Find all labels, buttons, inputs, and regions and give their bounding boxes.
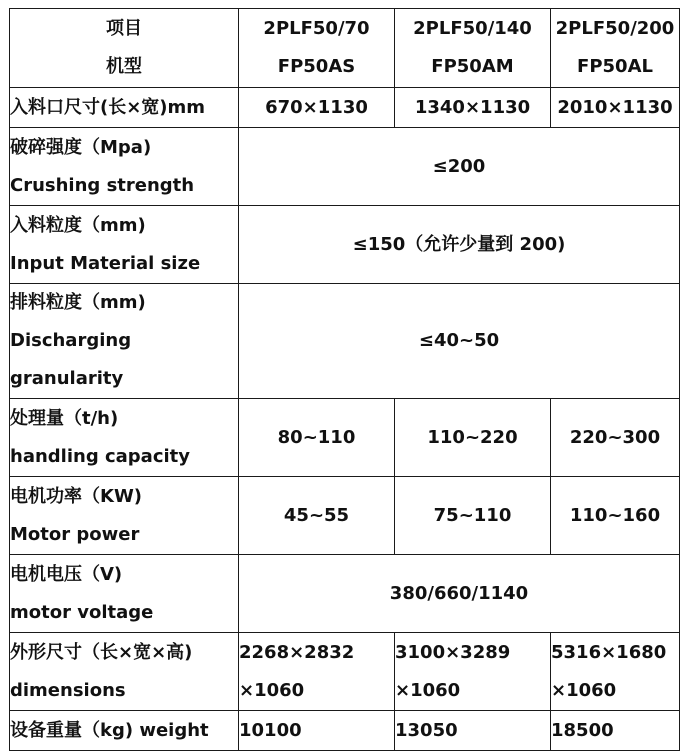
weight-label: 设备重量（kg) weight	[10, 711, 239, 751]
feed-opening-value-1: 670×1130	[239, 88, 395, 128]
weight-value-2: 13050	[395, 711, 551, 751]
motor-power-value-2: 75~110	[395, 477, 551, 555]
motor-voltage-row	[10, 555, 680, 633]
capacity-value-1: 80~110	[239, 399, 395, 477]
capacity-value-3: 220~300	[551, 399, 680, 477]
feed-opening-label: 入料口尺寸(长×宽)mm	[10, 88, 239, 128]
input-size-label: 入料粒度（mm) Input Material size	[10, 206, 239, 284]
crushing-strength-value: ≤200	[239, 128, 680, 206]
header-model-2: 2PLF50/140 FP50AM	[395, 9, 551, 88]
dimensions-label: 外形尺寸（长×宽×高) dimensions	[10, 633, 239, 711]
feed-opening-value-3: 2010×1130	[551, 88, 680, 128]
capacity-label: 处理量（t/h) handling capacity	[10, 399, 239, 477]
dimensions-row	[10, 633, 680, 711]
motor-power-row	[10, 477, 680, 555]
header-label-model: 机型	[106, 56, 142, 77]
motor-voltage-value: 380/660/1140	[239, 555, 680, 633]
capacity-value-2: 110~220	[395, 399, 551, 477]
motor-voltage-label: 电机电压（V) motor voltage	[10, 555, 239, 633]
weight-value-1: 10100	[239, 711, 395, 751]
dimensions-value-2: 3100×3289 ×1060	[395, 633, 551, 711]
header-row	[10, 9, 680, 88]
dimensions-value-1: 2268×2832 ×1060	[239, 633, 395, 711]
feed-opening-row	[10, 88, 680, 128]
motor-power-value-1: 45~55	[239, 477, 395, 555]
header-label-cell	[10, 9, 239, 88]
motor-power-label: 电机功率（KW) Motor power	[10, 477, 239, 555]
motor-power-value-3: 110~160	[551, 477, 680, 555]
discharge-row	[10, 284, 680, 399]
header-model-1: 2PLF50/70 FP50AS	[239, 9, 395, 88]
input-size-row	[10, 206, 680, 284]
discharge-value: ≤40~50	[239, 284, 680, 399]
header-model-3: 2PLF50/200 FP50AL	[551, 9, 680, 88]
input-size-value: ≤150（允许少量到 200)	[239, 206, 680, 284]
header-label-item: 项目	[106, 18, 142, 39]
dimensions-value-3: 5316×1680 ×1060	[551, 633, 680, 711]
capacity-row	[10, 399, 680, 477]
crushing-strength-row	[10, 128, 680, 206]
crushing-strength-label: 破碎强度（Mpa) Crushing strength	[10, 128, 239, 206]
feed-opening-value-2: 1340×1130	[395, 88, 551, 128]
weight-row	[10, 711, 680, 751]
weight-value-3: 18500	[551, 711, 680, 751]
discharge-label: 排料粒度（mm) Discharging granularity	[10, 284, 239, 399]
spec-table	[9, 8, 680, 751]
